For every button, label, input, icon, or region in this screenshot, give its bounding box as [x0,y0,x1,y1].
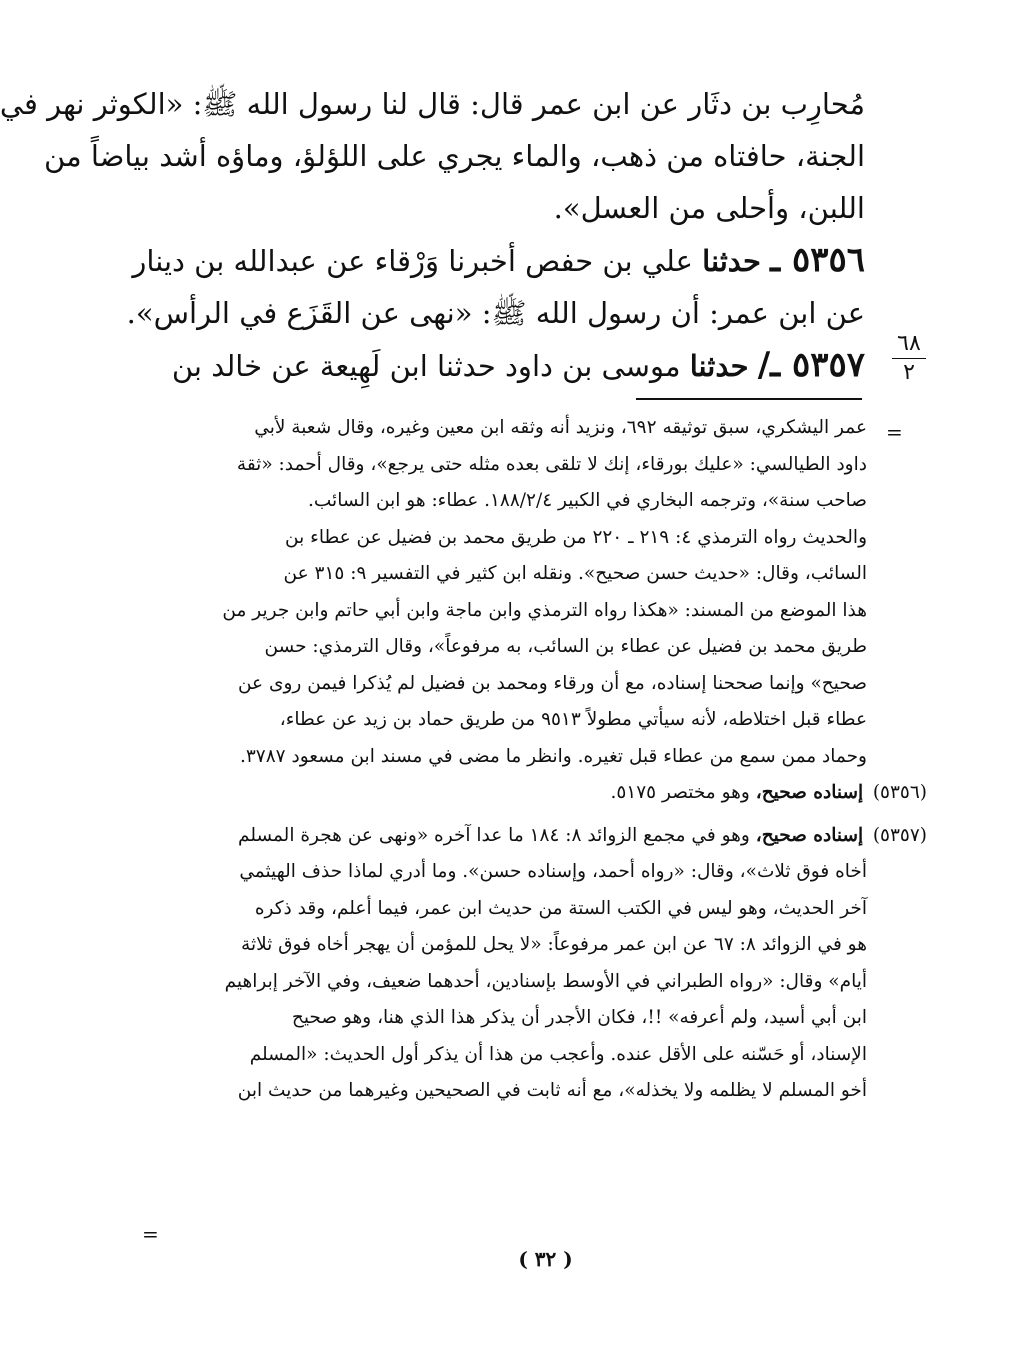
footnote-line: هو في الزوائد ٨: ٦٧ عن ابن عمر مرفوعاً: «لا يحل للمؤمن أن يهجر أخاه فوق ثلاثة [241,934,867,955]
main-line: اللبن، وأحلى من العسل». [553,191,865,225]
footnote-5356 [168,775,927,812]
margin-top-number: ٦٨ [897,331,921,356]
footnote-line: السائب، وقال: «حديث حسن صحيح». ونقله ابن كثير في التفسير ٩: ٣١٥ عن [283,563,867,584]
footnote-line: طريق محمد بن فضيل عن عطاء بن السائب، به مرفوعاً»، وقال الترمذي: حسن [264,636,867,657]
haddathana-word: حدثنا [689,349,749,383]
main-line: الجنة، حافتاه من ذهب، والماء يجري على اللؤلؤ، وماؤه أشد بياضاً من [44,139,865,173]
footnote-line: داود الطيالسي: «عليك بورقاء، إنك لا تلقى بعده مثله حتى يرجع»، وقال أحمد: «ثقة [236,453,867,475]
hadith-text: موسى بن داود حدثنا ابن لَهِيعة عن خالد بن [171,349,681,383]
hadith-5356-line [132,234,865,287]
footnote-line: أخو المسلم لا يظلمه ولا يخذله»، مع أنه ثابت في الصحيحين وغيرهما من حديث ابن [237,1080,867,1101]
hadith-number: ٥٣٥٧ ـ/ [757,345,865,385]
margin-fraction-line [892,358,926,359]
footnote-line: والحديث رواه الترمذي ٤: ٢١٩ ـ ٢٢٠ من طريق محمد بن فضيل عن عطاء بن [285,526,867,548]
hadith-number: ٥٣٥٦ ـ [770,240,865,280]
footnote-number: (٥٣٥٦) [872,782,927,803]
footnote-number: (٥٣٥٧) [872,824,927,846]
footnote-line: وحماد ممن سمع من عطاء قبل تغيره. وانظر ما مضى في مسند ابن مسعود ٣٧٨٧. [239,745,867,767]
footnote-line: عطاء قبل اختلاطه، لأنه سيأتي مطولاً ٩٥١٣ من طريق حماد بن زيد عن عطاء، [279,709,867,730]
footnotes [168,410,927,1110]
footnote-line: أخاه فوق ثلاث»، وقال: «رواه أحمد، وإسناده حسن». وما أدري لماذا حذف الهيثمي [239,861,867,882]
footnote-line: آخر الحديث، وهو ليس في الكتب الستة من حديث ابن عمر، فيما أعلم، وقد ذكره [254,897,867,919]
main-hadith-text [0,78,865,392]
hadith-text: علي بن حفص أخبرنا وَرْقاء عن عبدالله بن دينار [132,244,693,278]
footnote-line: صحيح» وإنما صححنا إسناده، مع أن ورقاء ومحمد بن فضيل لم يُذكرا فيمن روى عن [237,672,867,694]
main-line: عن ابن عمر: أن رسول الله ﷺ: «نهى عن القَزَع في الرأس». [126,296,865,330]
footnote-verdict: إسناده صحيح، [755,824,864,846]
main-line: مُحارِب بن دثَار عن ابن عمر قال: قال لنا رسول الله ﷺ: «الكوثر نهر في [0,87,865,121]
footnote-line: ابن أبي أسيد، ولم أعرفه» !!، فكان الأجدر أن يذكر هذا الذي هنا، وهو صحيح [291,1007,867,1028]
hadith-5357-line [154,339,865,392]
footnote-separator [636,398,862,400]
margin-continuation-mark: = [886,420,903,444]
footnote-line: هذا الموضع من المسند: «هكذا رواه الترمذي وابن ماجة وابن أبي حاتم وابن جرير من [222,599,867,621]
footnote-continuation-mark: = [142,1222,159,1246]
footnote-line: صاحب سنة»، وترجمه البخاري في الكبير ١٨٨/٢/٤. عطاء: هو ابن السائب. [308,490,867,511]
footnote-line: الإسناد، أو حَسّنه على الأقل عنده. وأعجب من هذا أن يذكر أول الحديث: «المسلم [249,1043,867,1065]
footnote-text: وهو مختصر ٥١٧٥. [610,782,750,803]
footnote-text: وهو في مجمع الزوائد ٨: ١٨٤ ما عدا آخره «ونهى عن هجرة المسلم [238,824,750,846]
footnote-line: عمر اليشكري، سبق توثيقه ٦٩٢، ونزيد أنه وثقه ابن معين وغيره، وقال شعبة لأبي [254,417,867,438]
margin-volume-page-note [884,330,934,387]
footnote-5357 [168,818,927,855]
margin-bottom-number: ٢ [903,360,915,385]
footnote-verdict: إسناده صحيح، [755,782,864,803]
page-number: ( ٣٢ ) [518,1247,573,1271]
haddathana-word: حدثنا [702,244,761,278]
footnote-line: أيام» وقال: «رواه الطبراني في الأوسط بإسنادين، أحدهما ضعيف، وفي الآخر إبراهيم [224,970,867,992]
